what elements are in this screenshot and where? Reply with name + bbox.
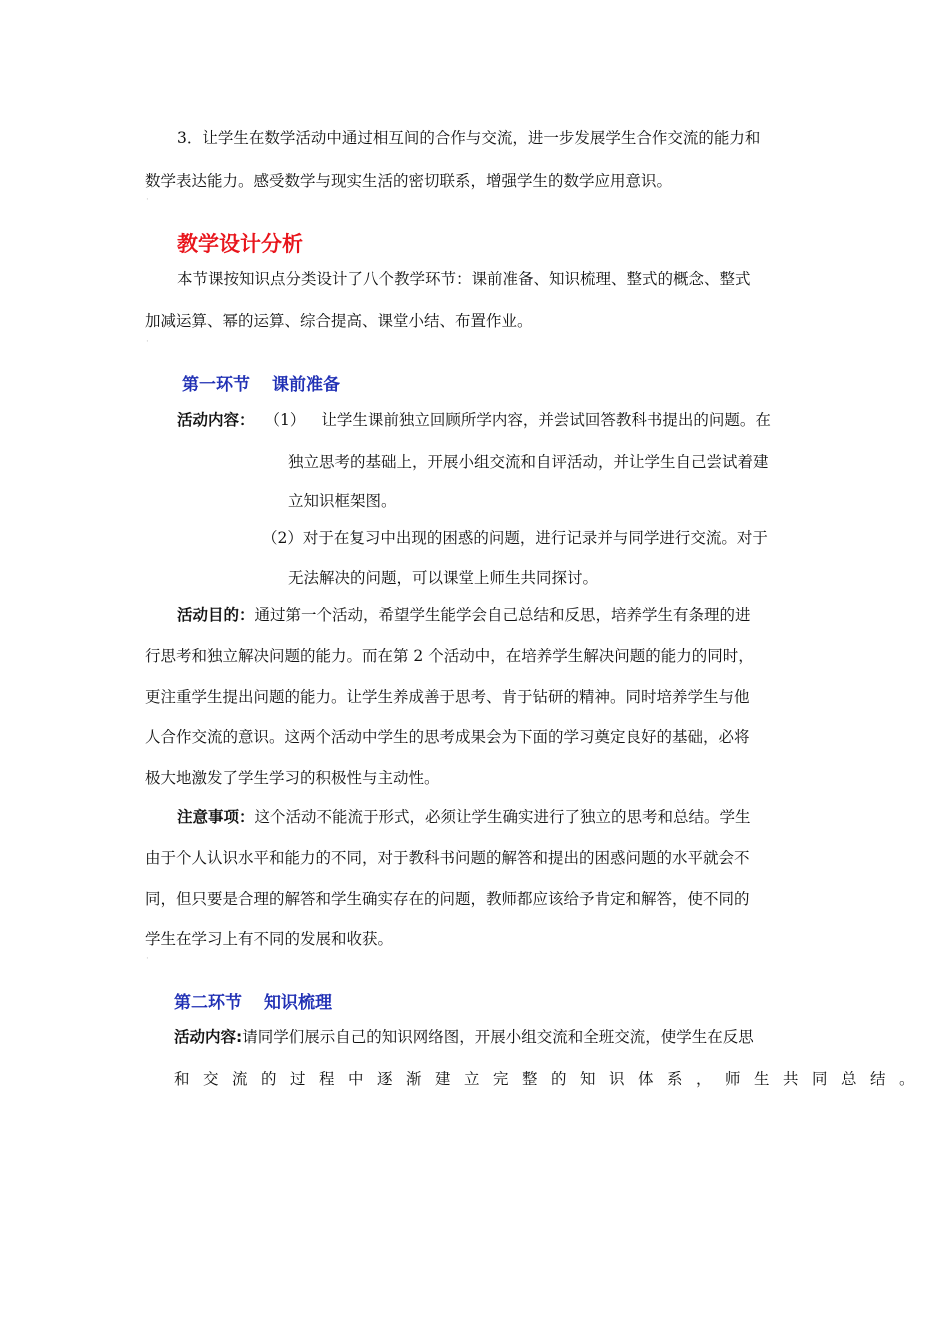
intro-line-2: 数学表达能力。感受数学与现实生活的密切联系，增强学生的数学应用意识。	[145, 172, 673, 190]
section2-content-label: 活动内容:	[174, 1028, 243, 1046]
section1-item1-line-3: 立知识框架图。	[288, 492, 397, 510]
section1-item1-prefix: （1）	[264, 411, 306, 429]
section1-purpose-line-3: 更注重学生提出问题的能力。让学生养成善于思考、肯于钻研的精神。同时培养学生与他	[145, 688, 750, 706]
section2-content-line-2: 和交流的过程中逐渐建立完整的知识体系，师生共同总结。	[174, 1070, 929, 1088]
section2-heading-title: 知识梳理	[264, 993, 332, 1013]
section1-heading	[182, 370, 340, 395]
section1-notes-line-2: 由于个人认识水平和能力的不同，对于教科书问题的解答和提出的困惑问题的水平就会不	[145, 849, 750, 867]
section1-item2-line-2: 无法解决的问题，可以课堂上师生共同探讨。	[288, 569, 599, 587]
section1-heading-number: 第一环节	[182, 375, 250, 395]
paragraph-mark: ·	[146, 337, 149, 347]
section1-notes-line-3: 同，但只要是合理的解答和学生确实存在的问题，教师都应该给予肯定和解答，使不同的	[145, 890, 750, 908]
design-analysis-line-2: 加减运算、幂的运算、综合提高、课堂小结、布置作业。	[145, 312, 533, 330]
section1-notes-row	[177, 806, 751, 828]
section1-purpose-line-1: 通过第一个活动，希望学生能学会自己总结和反思，培养学生有条理的进	[254, 606, 751, 624]
section1-notes-label: 注意事项：	[177, 808, 255, 826]
section2-content-line-1: 请同学们展示自己的知识网络图，开展小组交流和全班交流，使学生在反思	[242, 1028, 754, 1046]
section2-heading	[174, 988, 332, 1013]
section1-content-label: 活动内容：	[177, 411, 255, 429]
section1-content-row	[177, 409, 771, 431]
section1-item1-line-1: 让学生课前独立回顾所学内容，并尝试回答教科书提出的问题。在	[321, 411, 771, 429]
section1-purpose-row	[177, 604, 751, 626]
paragraph-mark: ·	[146, 954, 149, 964]
design-analysis-line-1: 本节课按知识点分类设计了八个教学环节：课前准备、知识梳理、整式的概念、整式	[177, 270, 751, 288]
section1-purpose-label: 活动目的：	[177, 606, 255, 624]
section1-purpose-line-5: 极大地激发了学生学习的积极性与主动性。	[145, 769, 440, 787]
section2-content-row	[174, 1026, 754, 1048]
section1-notes-line-1: 这个活动不能流于形式，必须让学生确实进行了独立的思考和总结。学生	[254, 808, 751, 826]
paragraph-mark: ·	[146, 195, 149, 205]
design-analysis-heading: 教学设计分析	[177, 232, 303, 256]
section1-notes-line-4: 学生在学习上有不同的发展和收获。	[145, 930, 394, 948]
section1-item2-line-1: （2）对于在复习中出现的困惑的问题，进行记录并与同学进行交流。对于	[262, 529, 768, 547]
section1-purpose-line-2: 行思考和独立解决问题的能力。而在第 2 个活动中，在培养学生解决问题的能力的同时，	[145, 647, 754, 665]
section2-heading-number: 第二环节	[174, 993, 242, 1013]
section1-item1-line-2: 独立思考的基础上，开展小组交流和自评活动，并让学生自己尝试着建	[288, 453, 769, 471]
section1-heading-title: 课前准备	[272, 375, 340, 395]
section1-purpose-line-4: 人合作交流的意识。这两个活动中学生的思考成果会为下面的学习奠定良好的基础，必将	[145, 728, 750, 746]
intro-line-1: 3．让学生在数学活动中通过相互间的合作与交流，进一步发展学生合作交流的能力和	[177, 129, 761, 147]
